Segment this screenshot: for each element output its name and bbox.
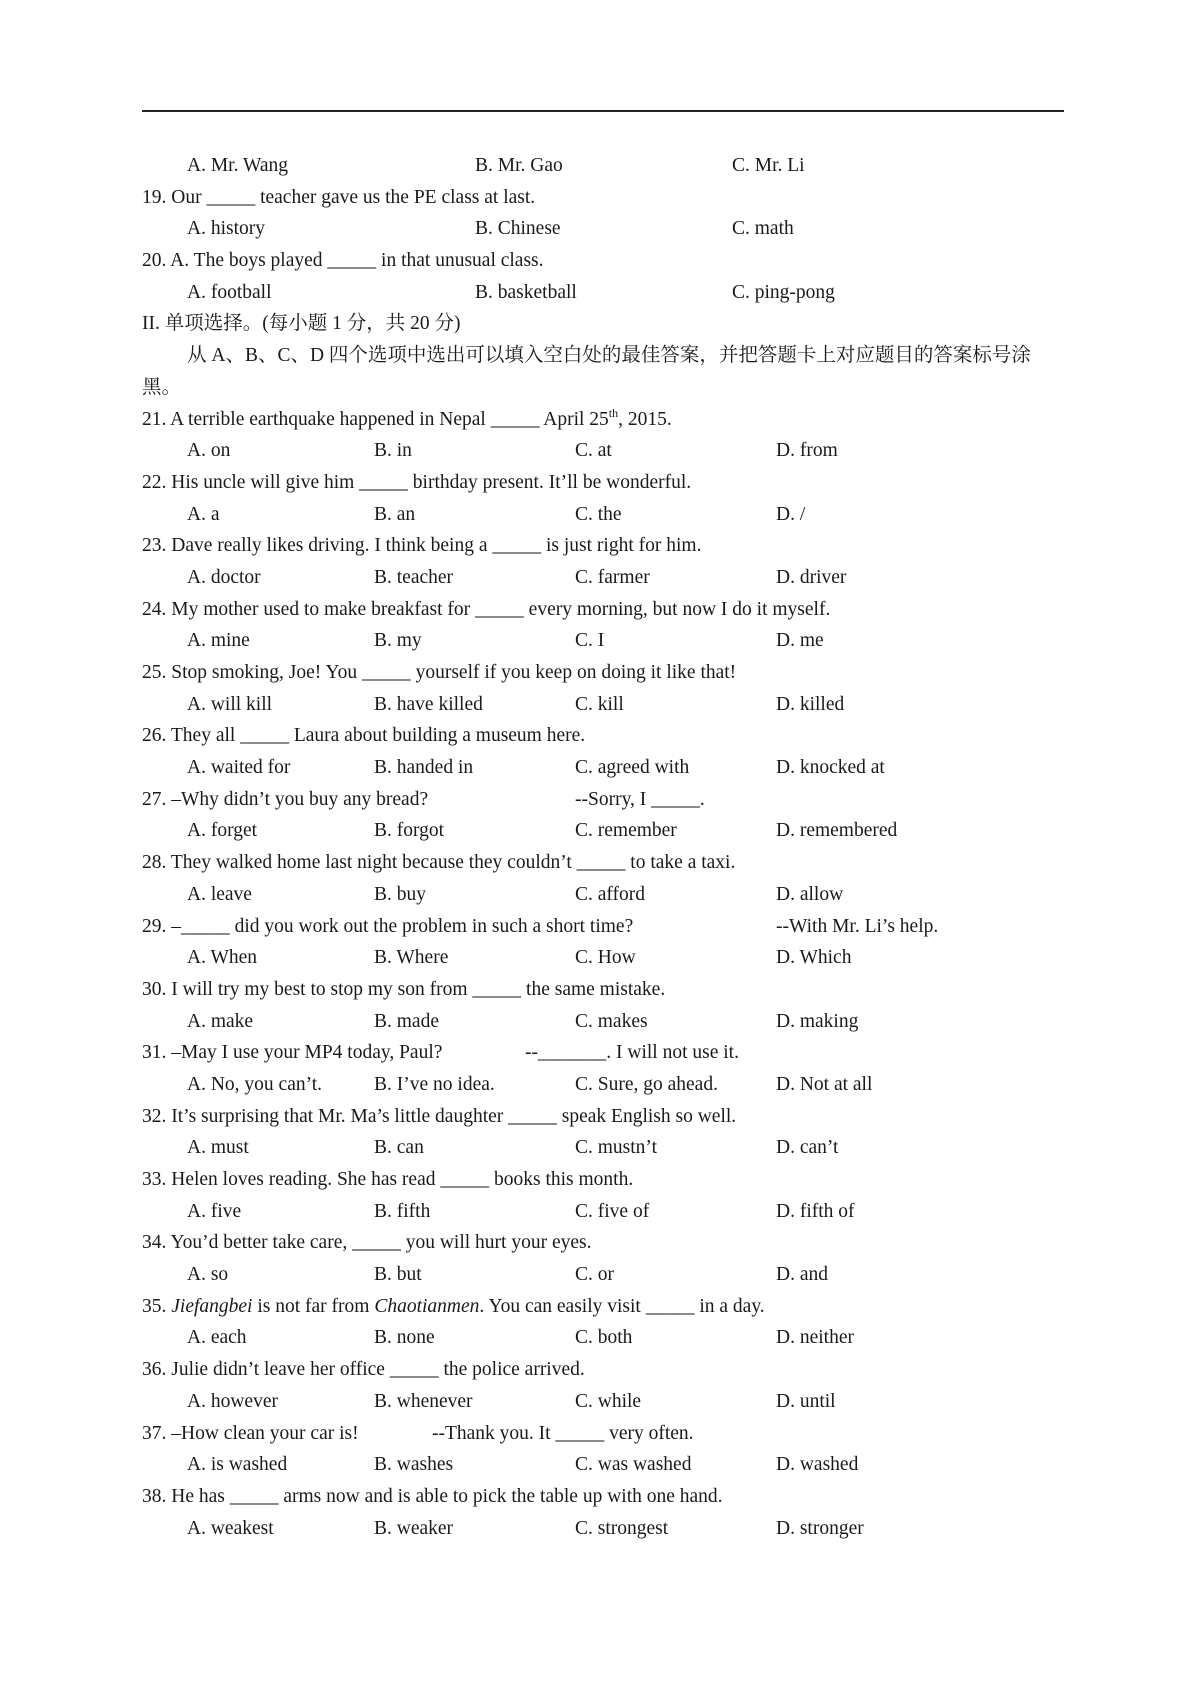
q25-stem: 25. Stop smoking, Joe! You _____ yourself if you keep on doing it like that! (142, 662, 737, 684)
q30-stem: 30. I will try my best to stop my son from _____ the same mistake. (142, 978, 666, 1000)
header-rule (142, 110, 1064, 112)
q29-reply: --With Mr. Li’s help. (776, 915, 939, 937)
q32-option-b: B. can (374, 1137, 424, 1159)
q32-options (142, 1132, 1064, 1164)
q30-option-a: A. make (187, 1010, 254, 1032)
q27-reply: --Sorry, I _____. (575, 788, 705, 810)
q21-option-d: D. from (776, 440, 838, 462)
q22-option-a: A. a (187, 503, 220, 525)
q26-option-a: A. waited for (187, 757, 291, 779)
q28-option-b: B. buy (374, 883, 427, 905)
q35-option-a: A. each (187, 1327, 247, 1349)
q32-option-c: C. mustn’t (575, 1137, 657, 1159)
q34-stem: 34. You’d better take care, _____ you will hurt your eyes. (142, 1232, 592, 1254)
q26-stem: 26. They all _____ Laura about building a museum here. (142, 725, 586, 747)
q30-option-d: D. making (776, 1010, 859, 1032)
q34-option-c: C. or (575, 1264, 614, 1286)
q38-option-d: D. stronger (776, 1517, 864, 1539)
q29-option-c: C. How (575, 947, 636, 969)
q27-option-a: A. forget (187, 820, 258, 842)
q22-option-d: D. / (776, 503, 806, 525)
q30-option-b: B. made (374, 1010, 439, 1032)
q20-option-a: A. football (187, 281, 272, 303)
q34-option-a: A. so (187, 1264, 229, 1286)
q33-option-c: C. five of (575, 1200, 650, 1222)
q37-option-c: C. was washed (575, 1454, 692, 1476)
q28-stem: 28. They walked home last night because they couldn’t _____ to take a taxi. (142, 852, 736, 874)
q25-option-d: D. killed (776, 693, 845, 715)
q19-options (142, 213, 1064, 245)
q32-option-a: A. must (187, 1137, 249, 1159)
q28-option-a: A. leave (187, 883, 252, 905)
q33-option-d: D. fifth of (776, 1200, 855, 1222)
q33-option-b: B. fifth (374, 1200, 431, 1222)
q32-option-d: D. can’t (776, 1137, 839, 1159)
exam-page (142, 150, 1064, 1544)
q36-option-d: D. until (776, 1390, 836, 1412)
q38-options (142, 1513, 1064, 1545)
q21-stem-text: 21. A terrible earthquake happened in Nepal _____ April 25 (142, 408, 609, 430)
q28-option-d: D. allow (776, 883, 844, 905)
q29-option-b: B. Where (374, 947, 449, 969)
q23-option-a: A. doctor (187, 566, 261, 588)
q24-option-b: B. my (374, 630, 422, 652)
q29-options (142, 942, 1064, 974)
q22-option-b: B. an (374, 503, 416, 525)
q38-option-c: C. strongest (575, 1517, 669, 1539)
q19-option-a: A. history (187, 218, 265, 240)
q27-option-d: D. remembered (776, 820, 898, 842)
q29-option-a: A. When (187, 947, 258, 969)
q19-stem: 19. Our _____ teacher gave us the PE class at last. (142, 186, 536, 208)
q23-option-c: C. farmer (575, 566, 650, 588)
q25-option-a: A. will kill (187, 693, 273, 715)
q29-stem (142, 911, 1064, 943)
q24-stem: 24. My mother used to make breakfast for _____ every morning, but now I do it myself. (142, 598, 831, 620)
q36-option-a: A. however (187, 1390, 278, 1412)
q37-question: 37. –How clean your car is! (142, 1422, 359, 1444)
q37-options (142, 1449, 1064, 1481)
q21-stem-end: , 2015. (618, 408, 672, 430)
q22-stem: 22. His uncle will give him _____ birthday present. It’ll be wonderful. (142, 471, 692, 493)
q28-options (142, 879, 1064, 911)
q29-question: 29. –_____ did you work out the problem in such a short time? (142, 915, 634, 937)
q20-stem: 20. A. The boys played _____ in that unusual class. (142, 250, 544, 272)
q31-stem (142, 1037, 1064, 1069)
q36-option-b: B. whenever (374, 1390, 473, 1412)
q19-option-c: C. math (732, 218, 794, 240)
q36-option-c: C. while (575, 1390, 642, 1412)
q23-options (142, 562, 1064, 594)
q23-option-d: D. driver (776, 566, 847, 588)
q26-option-c: C. agreed with (575, 757, 690, 779)
q27-stem (142, 784, 1064, 816)
q24-option-d: D. me (776, 630, 824, 652)
q19-option-b: B. Chinese (475, 218, 561, 240)
q31-options (142, 1069, 1064, 1101)
q21-stem (142, 404, 1064, 436)
q35-stem (142, 1291, 1064, 1323)
q26-option-d: D. knocked at (776, 757, 885, 779)
q27-option-c: C. remember (575, 820, 677, 842)
q35-option-d: D. neither (776, 1327, 854, 1349)
q35-options (142, 1322, 1064, 1354)
q30-options (142, 1006, 1064, 1038)
q26-option-b: B. handed in (374, 757, 474, 779)
q22-options (142, 499, 1064, 531)
q25-options (142, 689, 1064, 721)
q37-stem (142, 1418, 1064, 1450)
q28-option-c: C. afford (575, 883, 646, 905)
q23-option-b: B. teacher (374, 566, 454, 588)
q21-options (142, 435, 1064, 467)
q27-options (142, 815, 1064, 847)
section-heading: II. 单项选择。(每小题 1 分，共 20 分) (142, 313, 461, 335)
q27-option-b: B. forgot (374, 820, 445, 842)
q35-place-1: Jiefangbei (171, 1295, 253, 1317)
q24-option-a: A. mine (187, 630, 250, 652)
q22-option-c: C. the (575, 503, 622, 525)
q32-stem: 32. It’s surprising that Mr. Ma’s little daughter _____ speak English so well. (142, 1105, 737, 1127)
q34-option-d: D. and (776, 1264, 828, 1286)
q33-option-a: A. five (187, 1200, 242, 1222)
q25-option-b: B. have killed (374, 693, 483, 715)
q29-option-d: D. Which (776, 947, 852, 969)
q20-option-b: B. basketball (475, 281, 577, 303)
q20-options (142, 277, 1064, 309)
q18-option-c: C. Mr. Li (732, 155, 805, 176)
q31-option-b: B. I’ve no idea. (374, 1073, 495, 1095)
q31-question: 31. –May I use your MP4 today, Paul? (142, 1042, 443, 1064)
q35-option-c: C. both (575, 1327, 633, 1349)
q31-option-c: C. Sure, go ahead. (575, 1073, 718, 1095)
q37-option-d: D. washed (776, 1454, 859, 1476)
q36-options (142, 1386, 1064, 1418)
q31-option-d: D. Not at all (776, 1073, 873, 1095)
q37-option-b: B. washes (374, 1454, 454, 1476)
q27-question: 27. –Why didn’t you buy any bread? (142, 788, 429, 810)
q20-option-c: C. ping-pong (732, 281, 835, 303)
q23-stem: 23. Dave really likes driving. I think being a _____ is just right for him. (142, 535, 702, 557)
section-instruction: 从 A、B、C、D 四个选项中选出可以填入空白处的最佳答案，并把答题卡上对应题目的答案标号涂黑。 (142, 345, 1031, 398)
q18-option-b: B. Mr. Gao (475, 155, 563, 176)
q35-rest: . You can easily visit _____ in a day. (479, 1295, 765, 1317)
q35-option-b: B. none (374, 1327, 435, 1349)
q21-option-c: C. at (575, 440, 612, 462)
q18-options (142, 150, 1064, 182)
q24-options (142, 625, 1064, 657)
q33-stem: 33. Helen loves reading. She has read _____ books this month. (142, 1169, 634, 1191)
q21-option-a: A. on (187, 440, 231, 462)
q37-reply: --Thank you. It _____ very often. (432, 1422, 694, 1444)
q36-stem: 36. Julie didn’t leave her office _____ the police arrived. (142, 1359, 585, 1381)
q31-reply: --_______. I will not use it. (525, 1042, 739, 1064)
q25-option-c: C. kill (575, 693, 624, 715)
q24-option-c: C. I (575, 630, 605, 652)
q31-option-a: A. No, you can’t. (187, 1073, 323, 1095)
q35-mid: is not far from (252, 1295, 375, 1317)
q21-option-b: B. in (374, 440, 412, 462)
q30-option-c: C. makes (575, 1010, 648, 1032)
q37-option-a: A. is washed (187, 1454, 288, 1476)
q34-option-b: B. but (374, 1264, 422, 1286)
q38-option-a: A. weakest (187, 1517, 274, 1539)
q38-stem: 38. He has _____ arms now and is able to pick the table up with one hand. (142, 1485, 723, 1507)
q35-place-2: Chaotianmen (374, 1295, 480, 1317)
q33-options (142, 1196, 1064, 1228)
q21-superscript: th (608, 405, 619, 420)
q38-option-b: B. weaker (374, 1517, 454, 1539)
q18-option-a: A. Mr. Wang (187, 155, 288, 176)
q35-number: 35. (142, 1295, 172, 1317)
q26-options (142, 752, 1064, 784)
q34-options (142, 1259, 1064, 1291)
